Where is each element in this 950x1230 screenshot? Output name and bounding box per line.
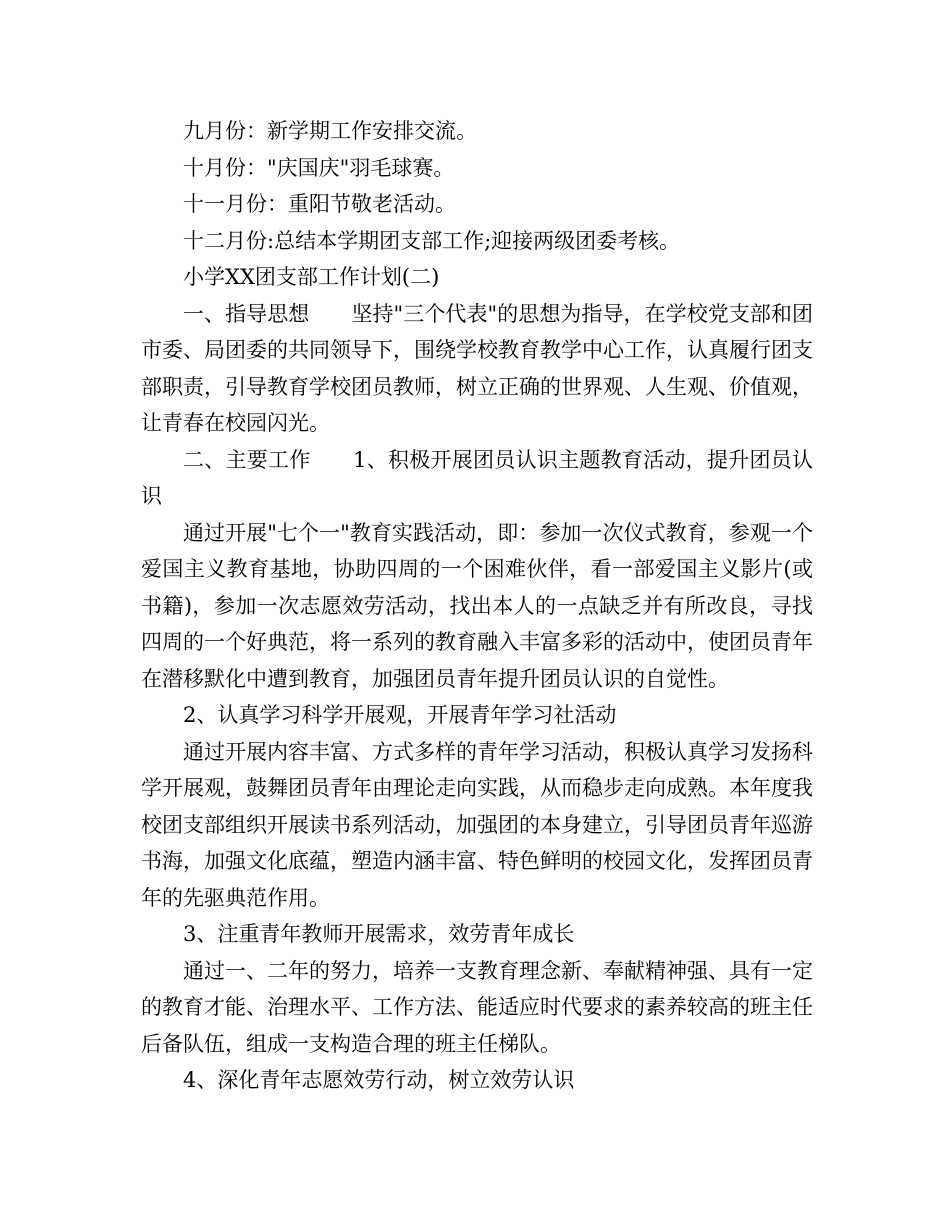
paragraph-item-2: 2、认真学习科学开展观，开展青年学习社活动: [183, 703, 617, 727]
paragraph-december: 十二月份:总结本学期团支部工作;迎接两级团委考核。: [183, 228, 681, 253]
paragraph-seven-ones: 通过开展"七个一"教育实践活动，即：参加一次仪式教育，参观一个爱国主义教育基地，协助四周的一个困难伙伴，看一部爱国主义影片(或书籍)，参加一次志愿效劳活动，找出本人的一点缺乏并有所改良，寻找四周的一个好典范，将一系列的教育融入丰富多彩的活动中，使团员青年在潜移默化中遭到教育，加强团员青年提升团员认识的自觉性。: [141, 520, 813, 691]
paragraph-main-work: 二、主要工作 1、积极开展团员认识主题教育活动，提升团员认识: [141, 447, 813, 508]
paragraph-guiding-ideology: 一、指导思想 坚持"三个代表"的思想为指导，在学校党支部和团市委、局团委的共同领导下，围绕学校教育教学中心工作，认真履行团支部职责，引导教育学校团员教师，树立正确的世界观、人生观、价值观，让青春在校园闪光。: [141, 301, 813, 435]
paragraph-september: 九月份：新学期工作安排交流。: [183, 119, 477, 143]
paragraph-item-4: 4、深化青年志愿效劳行动，树立效劳认识: [183, 1068, 575, 1092]
paragraph-teacher-training: 通过一、二年的努力，培养一支教育理念新、奉献精神强、具有一定的教育才能、治理水平、工作方法、能适应时代要求的素养较高的班主任后备队伍，组成一支构造合理的班主任梯队。: [141, 958, 813, 1056]
paragraph-november: 十一月份：重阳节敬老活动。: [183, 192, 456, 216]
paragraph-study-activities: 通过开展内容丰富、方式多样的青年学习活动，积极认真学习发扬科学开展观，鼓舞团员青年由理论走向实践，从而稳步走向成熟。本年度我校团支部组织开展读书系列活动，加强团的本身建立，引导团员青年巡游书海，加强文化底蕴，塑造内涵丰富、特色鲜明的校园文化，发挥团员青年的先驱典范作用。: [141, 739, 813, 910]
paragraph-item-3: 3、注重青年教师开展需求，效劳青年成长: [183, 922, 575, 946]
document-body: [141, 113, 813, 1099]
section-title: 小学XX团支部工作计划(二): [183, 265, 440, 289]
paragraph-october: 十月份："庆国庆"羽毛球赛。: [183, 155, 455, 180]
